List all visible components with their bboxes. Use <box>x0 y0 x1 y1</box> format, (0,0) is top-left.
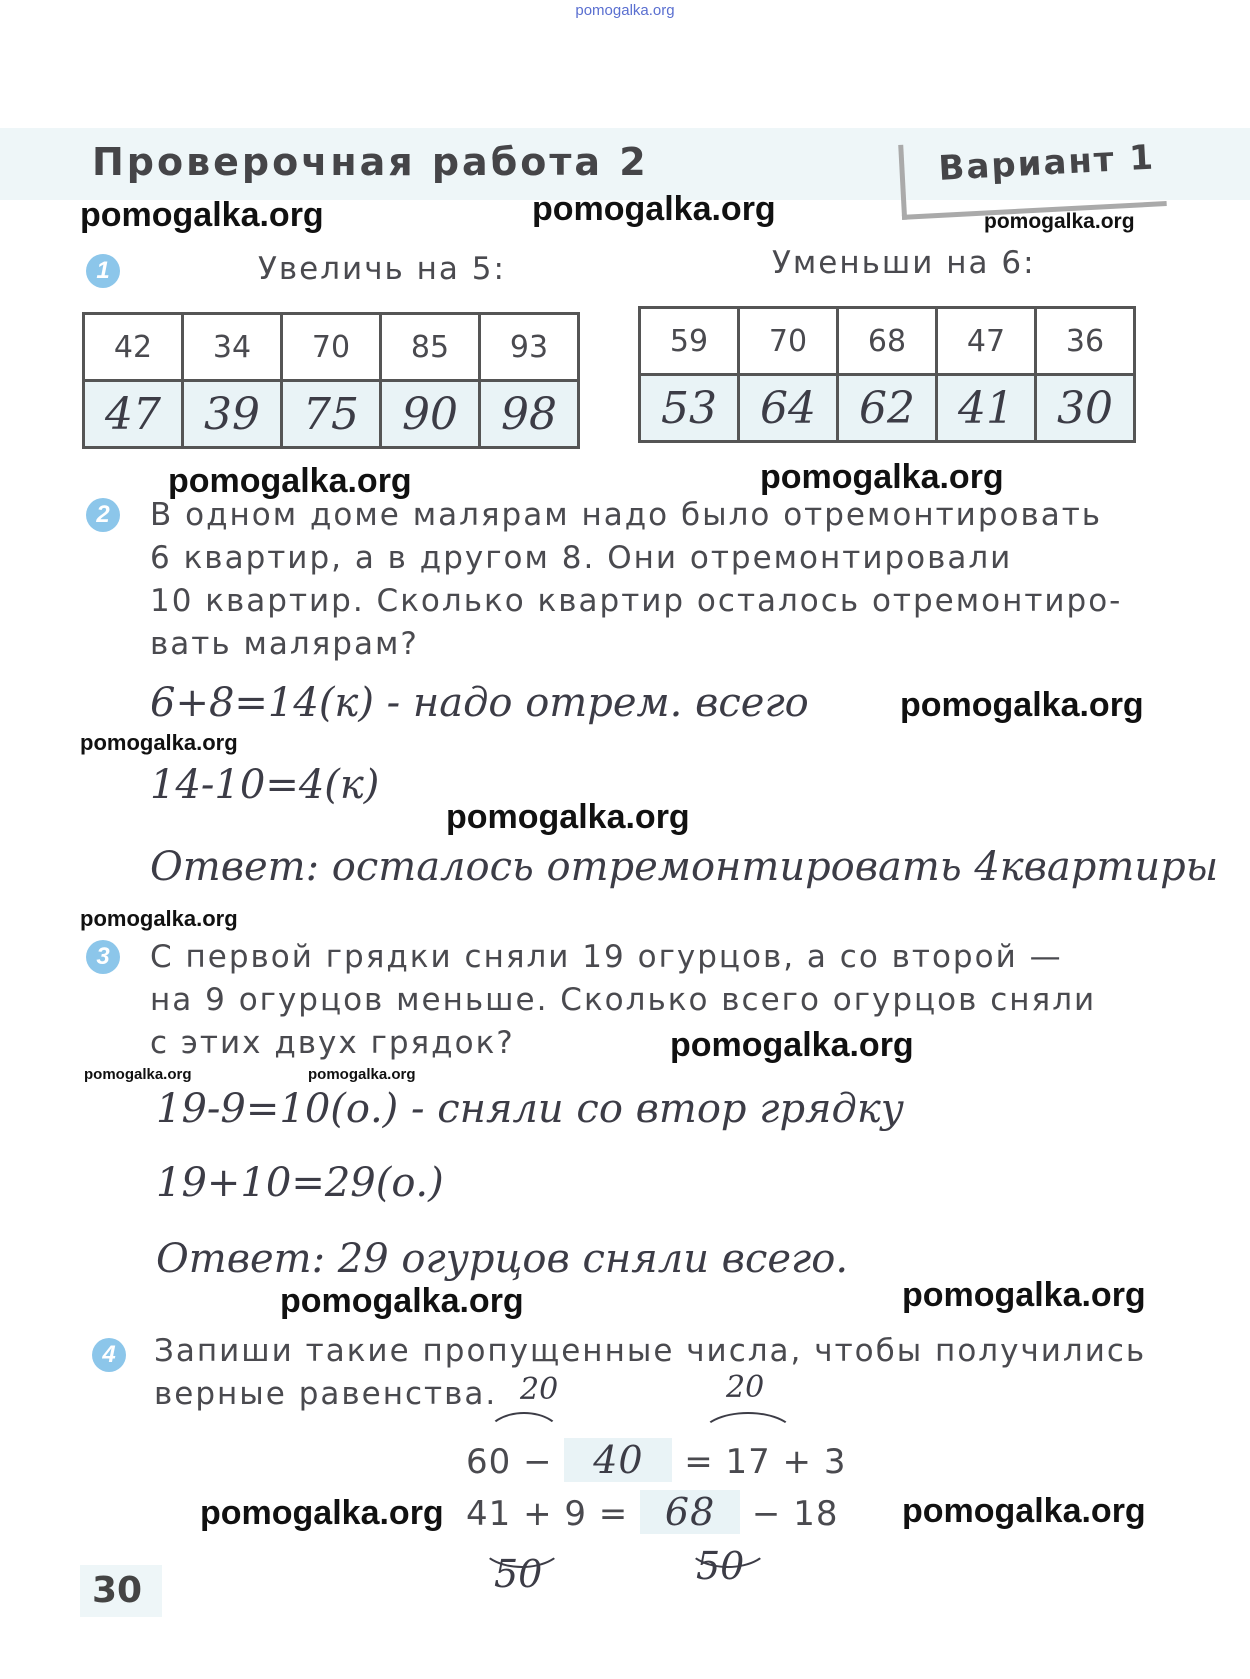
variant-box <box>898 131 1167 220</box>
task1-right-prompt: Уменьши на 6: <box>772 245 1036 281</box>
task3-text <box>150 936 1096 1065</box>
variant-label: Вариант 1 <box>937 137 1156 189</box>
text-line: В одном доме малярам надо было отремонтировать <box>150 497 1103 533</box>
equation-1 <box>466 1438 846 1482</box>
increase-table <box>82 312 580 449</box>
eq-part: 41 + 9 = <box>466 1494 629 1534</box>
eq-part: − 18 <box>751 1494 839 1534</box>
annotation-bottom-b: 50 <box>696 1544 745 1588</box>
task-number-3: 3 <box>86 940 120 974</box>
watermark: pomogalka.org <box>80 906 238 931</box>
watermark: pomogalka.org <box>902 1276 1146 1314</box>
watermark: pomogalka.org <box>446 798 690 836</box>
answer-cell[interactable]: 64 <box>739 375 838 442</box>
task1-left-prompt: Увеличь на 5: <box>258 251 506 287</box>
answer-cell[interactable]: 39 <box>183 381 282 448</box>
text-line: верные равенства. <box>154 1376 498 1412</box>
table-cell: 42 <box>84 314 183 381</box>
answer-cell[interactable]: 53 <box>640 375 739 442</box>
solution-line: Ответ: 29 огурцов сняли всего. <box>156 1236 849 1282</box>
watermark: pomogalka.org <box>984 210 1135 233</box>
fill-box[interactable]: 68 <box>640 1490 740 1534</box>
table-cell: 70 <box>739 308 838 375</box>
task-number-4: 4 <box>92 1338 126 1372</box>
watermark: pomogalka.org <box>900 686 1144 724</box>
table-cell: 36 <box>1036 308 1135 375</box>
page-number: 30 <box>80 1565 162 1617</box>
table-cell: 93 <box>480 314 579 381</box>
watermark: pomogalka.org <box>902 1492 1146 1530</box>
solution-line: 6+8=14(к) - надо отрем. всего <box>150 680 809 726</box>
task-number-1: 1 <box>86 254 120 288</box>
eq-part: 60 − <box>466 1442 553 1482</box>
annotation-top-b: 20 <box>726 1370 765 1405</box>
table-cell: 59 <box>640 308 739 375</box>
annotation-bottom-a: 50 <box>494 1552 543 1596</box>
answer-cell[interactable]: 30 <box>1036 375 1135 442</box>
table-cell: 47 <box>937 308 1036 375</box>
task-number-2: 2 <box>86 498 120 532</box>
solution-line: 14-10=4(к) <box>150 762 380 808</box>
watermark: pomogalka.org <box>280 1282 524 1320</box>
table-cell: 34 <box>183 314 282 381</box>
text-line: на 9 огурцов меньше. Сколько всего огурцов сняли <box>150 982 1097 1018</box>
solution-line: Ответ: осталось отремонтировать 4квартиры <box>150 844 1219 890</box>
text-line: Запиши такие пропущенные числа, чтобы получились <box>154 1333 1147 1369</box>
watermark: pomogalka.org <box>84 1066 192 1083</box>
answer-cell[interactable]: 90 <box>381 381 480 448</box>
site-link[interactable]: pomogalka.org <box>575 2 675 19</box>
text-line: 6 квартир, а в другом 8. Они отремонтировали <box>150 540 1013 576</box>
answer-cell[interactable]: 98 <box>480 381 579 448</box>
table-cell: 85 <box>381 314 480 381</box>
text-line: С первой грядки сняли 19 огурцов, а со второй — <box>150 939 1063 975</box>
task2-text <box>150 494 1122 666</box>
answer-cell[interactable]: 75 <box>282 381 381 448</box>
watermark: pomogalka.org <box>80 730 238 755</box>
text-line: с этих двух грядок? <box>150 1025 515 1061</box>
watermark: pomogalka.org <box>168 462 412 500</box>
task4-text <box>154 1330 1146 1416</box>
watermark: pomogalka.org <box>532 190 776 228</box>
fill-box[interactable]: 40 <box>564 1438 672 1482</box>
solution-line: 19+10=29(о.) <box>156 1160 444 1206</box>
solution-line: 19-9=10(о.) - сняли со втор грядку <box>156 1086 904 1132</box>
answer-cell[interactable]: 62 <box>838 375 937 442</box>
watermark: pomogalka.org <box>80 196 324 234</box>
answer-cell[interactable]: 41 <box>937 375 1036 442</box>
table-cell: 70 <box>282 314 381 381</box>
text-line: вать малярам? <box>150 626 419 662</box>
table-cell: 68 <box>838 308 937 375</box>
watermark: pomogalka.org <box>670 1026 914 1064</box>
text-line: 10 квартир. Сколько квартир осталось отремонтиро- <box>150 583 1123 619</box>
decrease-table <box>638 306 1136 443</box>
watermark: pomogalka.org <box>308 1066 416 1083</box>
answer-cell[interactable]: 47 <box>84 381 183 448</box>
annotation-top-a: 20 <box>520 1372 559 1407</box>
watermark: pomogalka.org <box>760 458 1004 496</box>
page-title: Проверочная работа 2 <box>92 140 649 184</box>
watermark: pomogalka.org <box>200 1494 444 1532</box>
eq-part: = 17 + 3 <box>684 1442 847 1482</box>
